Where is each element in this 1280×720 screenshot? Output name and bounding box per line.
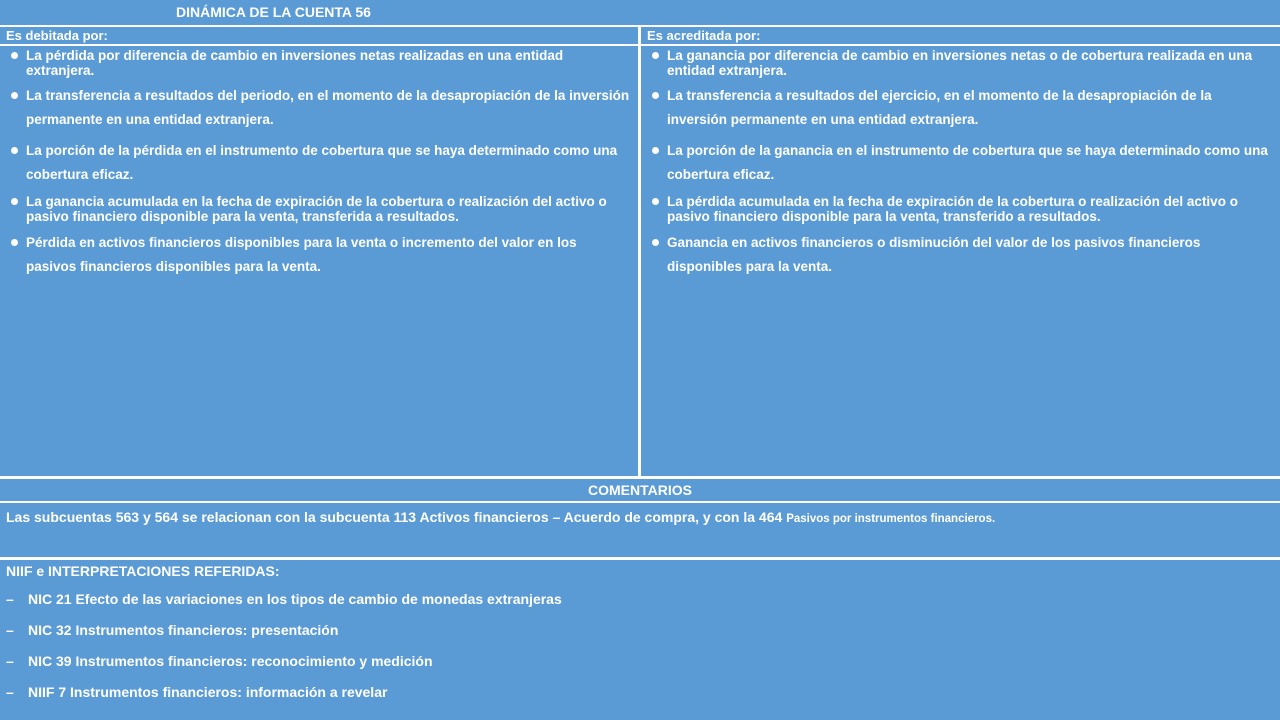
- debit-item: La transferencia a resultados del periodo, en el momento de la desapropiación de la inversión permanente en una entidad extranjera.: [8, 84, 630, 132]
- bullet-icon: [652, 239, 659, 246]
- bullet-icon: [11, 92, 18, 99]
- debit-list: [8, 48, 630, 279]
- niif-title: NIIF e INTERPRETACIONES REFERIDAS:: [6, 563, 280, 579]
- niif-list: [6, 584, 1274, 708]
- credit-item: La ganancia por diferencia de cambio en inversiones netas o de cobertura realizada en una entidad extranjera.: [649, 48, 1272, 78]
- bullet-icon: [652, 92, 659, 99]
- comments-header-cell: [0, 479, 1280, 501]
- debit-body-cell: [0, 46, 638, 476]
- dash-icon: –: [6, 684, 14, 700]
- dash-icon: –: [6, 591, 14, 607]
- debit-item: La ganancia acumulada en la fecha de expiración de la cobertura o realización del activo o pasivo financiero disponible para la venta, transferida a resultados.: [8, 194, 630, 224]
- bullet-icon: [11, 239, 18, 246]
- credit-item: La transferencia a resultados del ejercicio, en el momento de la desapropiación de la inversión permanente en una entidad extranjera.: [649, 84, 1272, 132]
- niif-item: – NIC 39 Instrumentos financieros: reconocimiento y medición: [6, 646, 1274, 677]
- title-cell: [0, 0, 1280, 25]
- credit-header: Es acreditada por:: [647, 28, 761, 43]
- credit-item: Ganancia en activos financieros o disminución del valor de los pasivos financieros disponibles para la venta.: [649, 231, 1272, 279]
- credit-header-cell: [641, 27, 1280, 44]
- credit-item: La pérdida acumulada en la fecha de expiración de la cobertura o realización del activo o pasivo financiero disponible para la venta, transferido a resultados.: [649, 194, 1272, 224]
- bullet-icon: [11, 52, 18, 59]
- comments-header: COMENTARIOS: [588, 482, 692, 498]
- comments-text: Las subcuentas 563 y 564 se relacionan con la subcuenta 113 Activos financieros – Acuerdo de compra, y con la 464 Pasivos por instrumentos financieros.: [6, 509, 996, 525]
- niif-item: – NIC 32 Instrumentos financieros: presentación: [6, 615, 1274, 646]
- credit-body-cell: [641, 46, 1280, 476]
- niif-item: – NIC 21 Efecto de las variaciones en los tipos de cambio de monedas extranjeras: [6, 584, 1274, 615]
- credit-list: [649, 48, 1272, 279]
- dash-icon: –: [6, 622, 14, 638]
- dash-icon: –: [6, 653, 14, 669]
- bullet-icon: [11, 147, 18, 154]
- debit-item: Pérdida en activos financieros disponibles para la venta o incremento del valor en los pasivos financieros disponibles para la venta.: [8, 231, 630, 279]
- debit-header-cell: [0, 27, 638, 44]
- credit-item: La porción de la ganancia en el instrumento de cobertura que se haya determinado como una cobertura eficaz.: [649, 139, 1272, 187]
- bullet-icon: [11, 198, 18, 205]
- bullet-icon: [652, 147, 659, 154]
- bullet-icon: [652, 198, 659, 205]
- niif-cell: [0, 560, 1280, 720]
- debit-header: Es debitada por:: [6, 28, 108, 43]
- comments-body-cell: [0, 503, 1280, 557]
- bullet-icon: [652, 52, 659, 59]
- debit-item: La pérdida por diferencia de cambio en inversiones netas realizadas en una entidad extranjera.: [8, 48, 630, 78]
- page-title: DINÁMICA DE LA CUENTA 56: [176, 4, 371, 20]
- debit-item: La porción de la pérdida en el instrumento de cobertura que se haya determinado como una cobertura eficaz.: [8, 139, 630, 187]
- niif-item: – NIIF 7 Instrumentos financieros: información a revelar: [6, 677, 1274, 708]
